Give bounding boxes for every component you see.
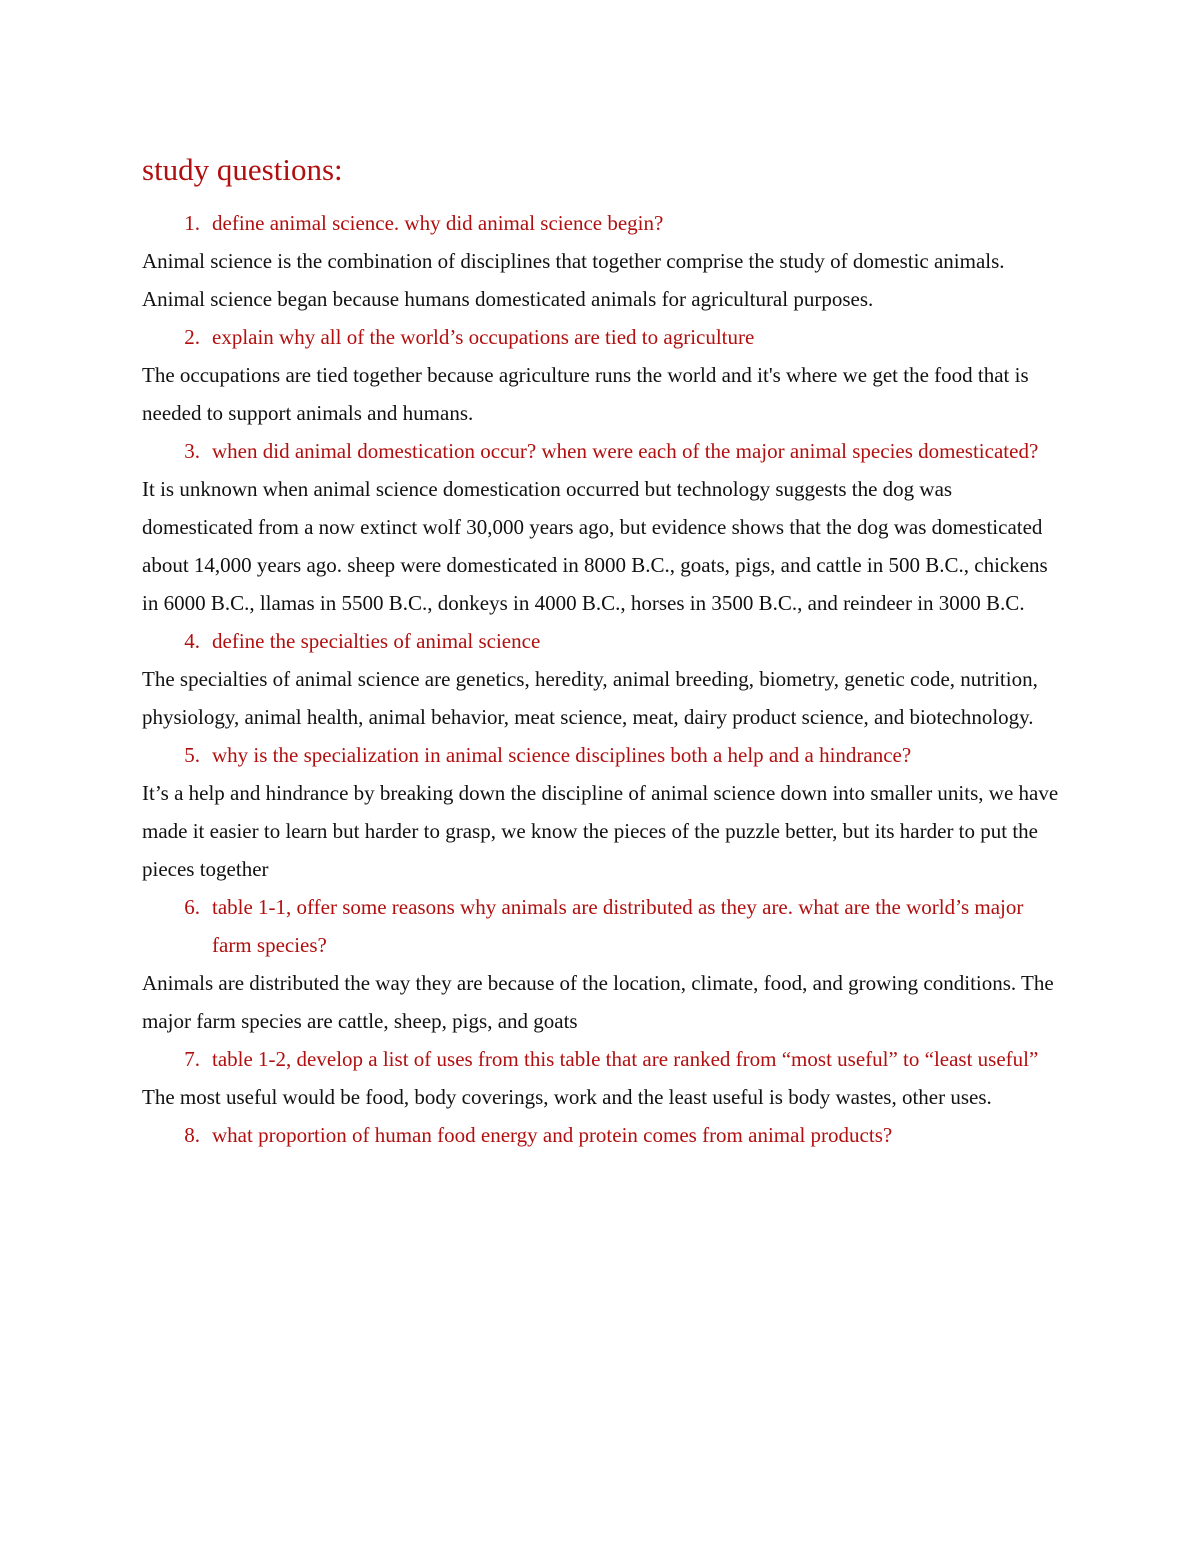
question-text: define animal science. why did animal science begin? [212,211,664,235]
question-number: 6. [184,895,200,919]
question-number: 3. [184,439,200,463]
answer-text: The occupations are tied together because agriculture runs the world and it's where we get the food that is needed to support animals and humans. [142,363,1029,425]
question-text: table 1-1, offer some reasons why animals are distributed as they are. what are the world’s major farm species? [212,895,1024,957]
answer-text: The specialties of animal science are genetics, heredity, animal breeding, biometry, genetic code, nutrition, physiology, animal health, animal behavior, meat science, meat, dairy product science, and biotechnology. [142,667,1038,729]
answer-text: The most useful would be food, body coverings, work and the least useful is body wastes, other uses. [142,1085,992,1109]
question-text: table 1-2, develop a list of uses from this table that are ranked from “most useful” to “least useful” [212,1047,1039,1071]
question-text: when did animal domestication occur? when were each of the major animal species domesticated? [212,439,1039,463]
page-title: study questions: [142,152,343,187]
document-page [142,150,1062,1154]
question-text: define the specialties of animal science [212,629,541,653]
answer-text: It is unknown when animal science domestication occurred but technology suggests the dog was domesticated from a now extinct wolf 30,000 years ago, but evidence shows that the dog was domesticated about 14,000 years ago. sheep were domesticated in 8000 B.C., goats, pigs, and cattle in 500 B.C., chickens in 6000 B.C., llamas in 5500 B.C., donkeys in 4000 B.C., horses in 3500 B.C., and reindeer in 3000 B.C. [142,477,1048,615]
question-number: 1. [184,211,200,235]
answer-text: Animals are distributed the way they are because of the location, climate, food, and growing conditions. The major farm species are cattle, sheep, pigs, and goats [142,971,1054,1033]
question-item [142,888,1062,964]
question-item [142,318,1062,356]
question-text: why is the specialization in animal science disciplines both a help and a hindrance? [212,743,912,767]
question-item [142,1040,1062,1078]
question-item [142,1116,1062,1154]
question-text: explain why all of the world’s occupations are tied to agriculture [212,325,755,349]
answer-text: It’s a help and hindrance by breaking down the discipline of animal science down into smaller units, we have made it easier to learn but harder to grasp, we know the pieces of the puzzle better, but its harder to put the pieces together [142,781,1059,881]
question-item [142,736,1062,774]
question-number: 4. [184,629,200,653]
answer-text: Animal science is the combination of disciplines that together comprise the study of domestic animals. Animal science began because humans domesticated animals for agricultural purposes. [142,249,1005,311]
question-number: 7. [184,1047,200,1071]
question-number: 8. [184,1123,200,1147]
question-item [142,622,1062,660]
question-number: 5. [184,743,200,767]
question-item [142,204,1062,242]
question-text: what proportion of human food energy and protein comes from animal products? [212,1123,893,1147]
question-item [142,432,1062,470]
question-number: 2. [184,325,200,349]
